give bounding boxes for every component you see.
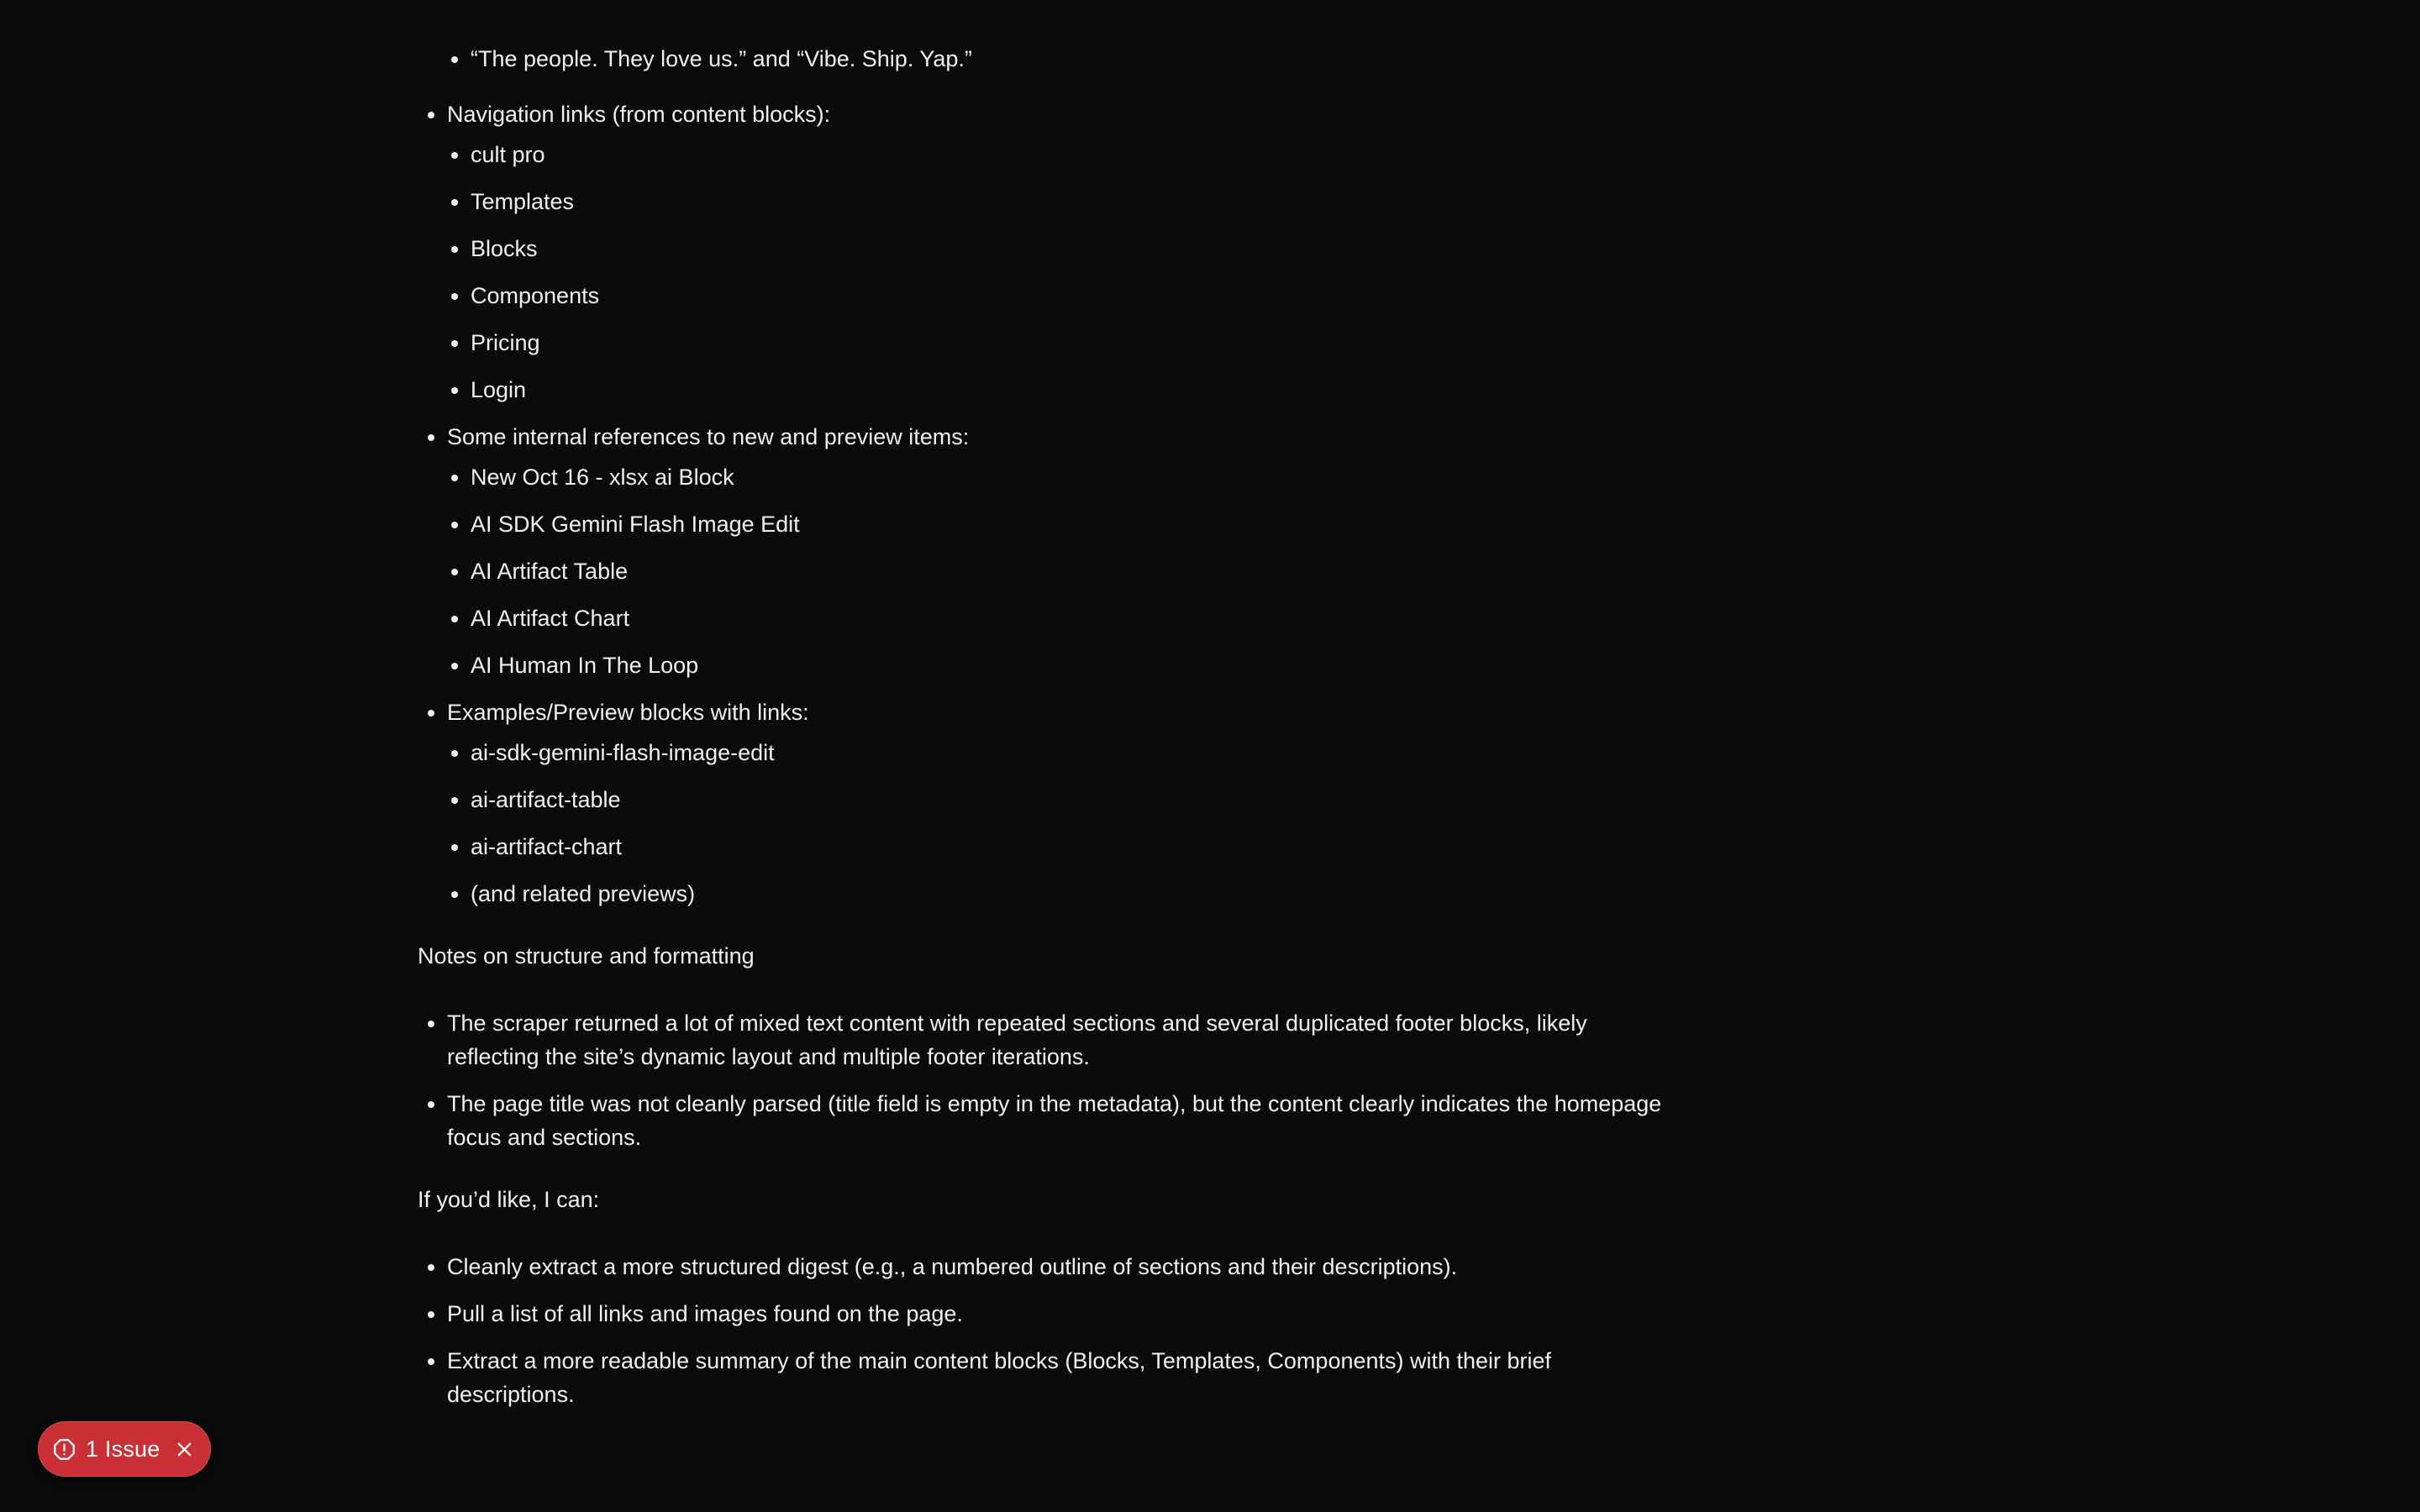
list-item: • (and related previews): [471, 877, 1676, 911]
list-item: • Login: [471, 373, 1676, 407]
alert-octagon-icon: [53, 1438, 76, 1461]
list-item: • New Oct 16 - xlsx ai Block: [471, 460, 1676, 494]
list-item: • Components: [471, 279, 1676, 312]
offer-heading: If you’d like, I can:: [418, 1187, 600, 1212]
list-item: • ai-sdk-gemini-flash-image-edit: [471, 736, 1676, 769]
nav-links-label: Navigation links (from content blocks):: [447, 102, 831, 127]
examples-label: Examples/Preview blocks with links:: [447, 700, 809, 725]
list-item: • Templates: [471, 185, 1676, 218]
notes-list: [418, 1006, 1676, 1154]
list-item: • Blocks: [471, 232, 1676, 265]
quote-sublist: [418, 42, 1676, 76]
list-item: • AI Artifact Table: [471, 554, 1676, 588]
list-item: • Pricing: [471, 326, 1676, 360]
list-item: • Extract a more readable summary of the main content blocks (Blocks, Templates, Components) with their brief descriptions.: [447, 1344, 1676, 1411]
list-item: • “The people. They love us.” and “Vibe. Ship. Yap.”: [471, 42, 1676, 76]
list-item-nav-links: [447, 97, 1676, 407]
list-item: • The page title was not cleanly parsed (title field is empty in the metadata), but the content clearly indicates the homepage focus and sections.: [447, 1087, 1676, 1154]
list-item: • Cleanly extract a more structured digest (e.g., a numbered outline of sections and their descriptions).: [447, 1250, 1676, 1284]
internal-refs-sublist: [447, 460, 1676, 682]
list-item: • ai-artifact-table: [471, 783, 1676, 816]
assistant-message: [418, 42, 1676, 1425]
list-item: • The scraper returned a lot of mixed text content with repeated sections and several duplicated footer blocks, likely reflecting the site’s dynamic layout and multiple footer iterations.: [447, 1006, 1676, 1074]
examples-sublist: [447, 736, 1676, 911]
list-item: • AI Artifact Chart: [471, 601, 1676, 635]
nav-links-sublist: [447, 138, 1676, 407]
offers-list: [418, 1250, 1676, 1411]
list-item: • Pull a list of all links and images found on the page.: [447, 1297, 1676, 1331]
close-icon[interactable]: [175, 1440, 194, 1459]
scrape-summary-list: [418, 97, 1676, 911]
issue-badge-button[interactable]: [38, 1421, 211, 1477]
issue-badge-label: 1 Issue: [86, 1436, 160, 1462]
list-item: • AI Human In The Loop: [471, 648, 1676, 682]
list-item-examples: [447, 696, 1676, 911]
list-item-internal-refs: [447, 420, 1676, 682]
internal-refs-label: Some internal references to new and preview items:: [447, 424, 970, 449]
notes-heading: Notes on structure and formatting: [418, 943, 755, 969]
list-item: • cult pro: [471, 138, 1676, 171]
list-item: • ai-artifact-chart: [471, 830, 1676, 864]
list-item: • AI SDK Gemini Flash Image Edit: [471, 507, 1676, 541]
